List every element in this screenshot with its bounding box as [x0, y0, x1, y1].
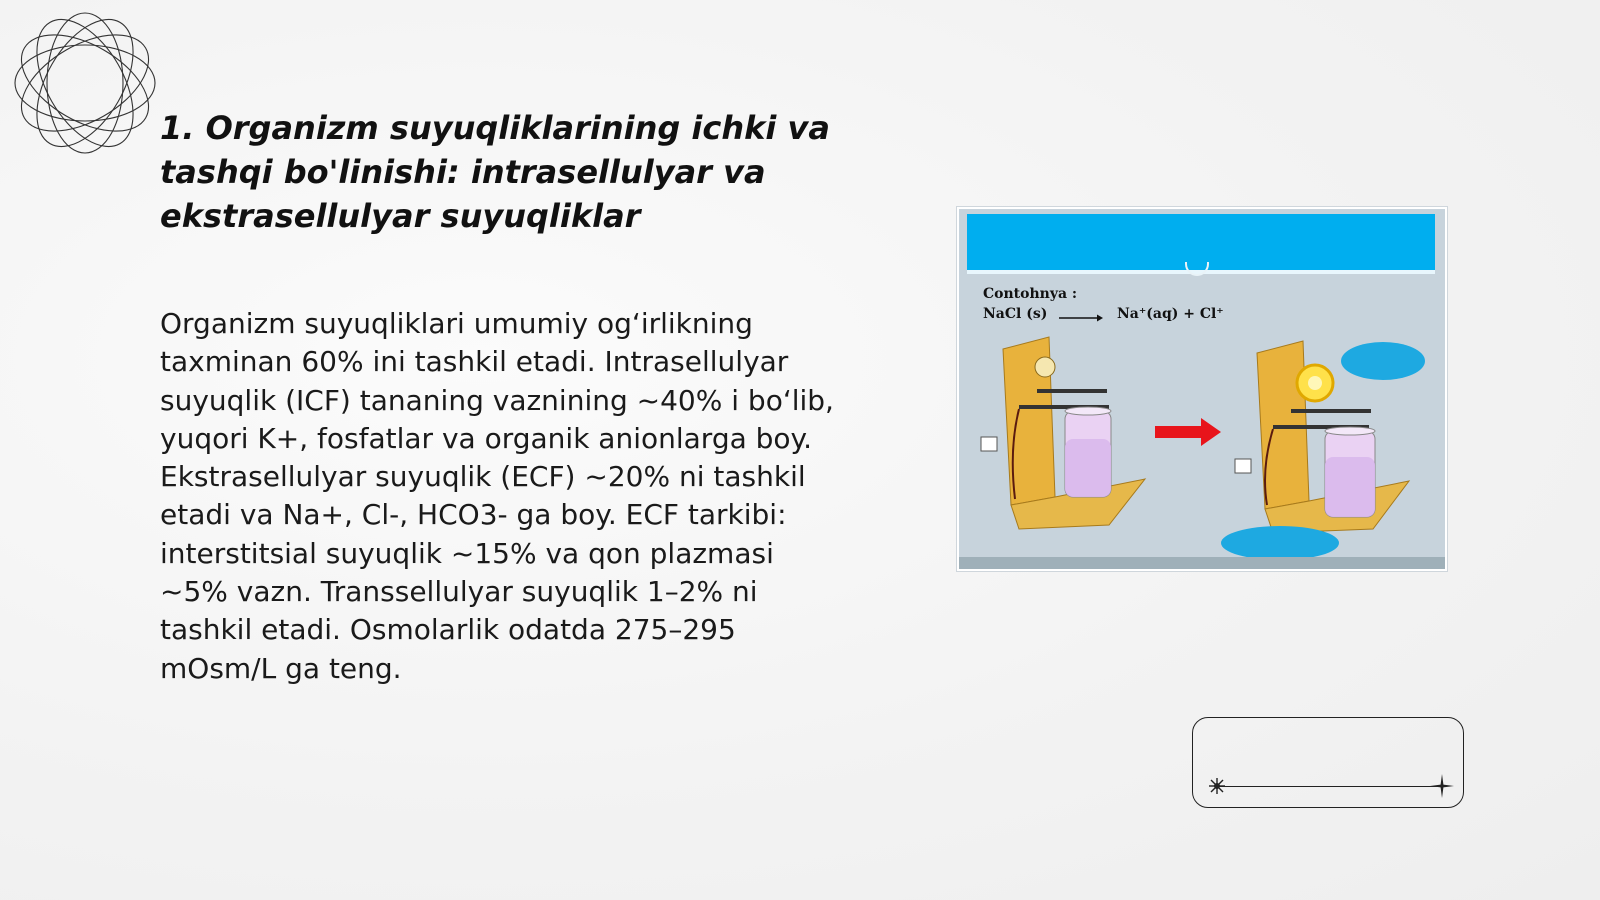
apparatus-before	[981, 337, 1145, 529]
equation-reactant: NaCl (s)	[983, 306, 1048, 322]
sparkle-icon	[1207, 776, 1227, 796]
slide-body-text: Organizm suyuqliklari umumiy og‘irlikning taxminan 60% ini tashkil etadi. Intrasellulyar suyuqlik (ICF) tananing vaznining ~40% i bo‘lib, yuqori K+, fosfatlar va organik anionlarga boy. Ekstrasellulyar suyuqlik (ECF) ~20% ni tashkil etadi va Na+, Cl-, HCO3- ga boy. ECF tarkibi: interstitsial suyuqlik ~15% va qon plazmasi ~5% vazn. Transsellulyar suyuqlik 1–2% ni tashkil etadi. Osmolarlik odatda 275–295 mOsm/L ga teng.	[160, 307, 834, 685]
illustration-footer-strip	[959, 557, 1445, 569]
slide-title: 1. Organizm suyuqliklarining ichki va tashqi bo'linishi: intrasellulyar va ekstrasellulyar suyuqliklar	[160, 109, 830, 235]
reaction-arrow-icon	[1059, 313, 1103, 323]
decorative-line-frame	[1192, 717, 1464, 808]
experiment-illustration	[957, 207, 1447, 571]
equation-products: Na⁺(aq) + Cl⁺	[1117, 306, 1224, 322]
spirograph-ornament-icon	[10, 8, 160, 158]
callout-bubble-top	[1341, 342, 1425, 380]
callout-bubble-bottom	[1221, 526, 1339, 560]
transition-arrow-icon	[1155, 418, 1221, 446]
illustration-example-label: Contohnya :	[983, 286, 1078, 302]
four-point-star-icon	[1429, 773, 1455, 799]
decorative-line	[1215, 786, 1445, 787]
